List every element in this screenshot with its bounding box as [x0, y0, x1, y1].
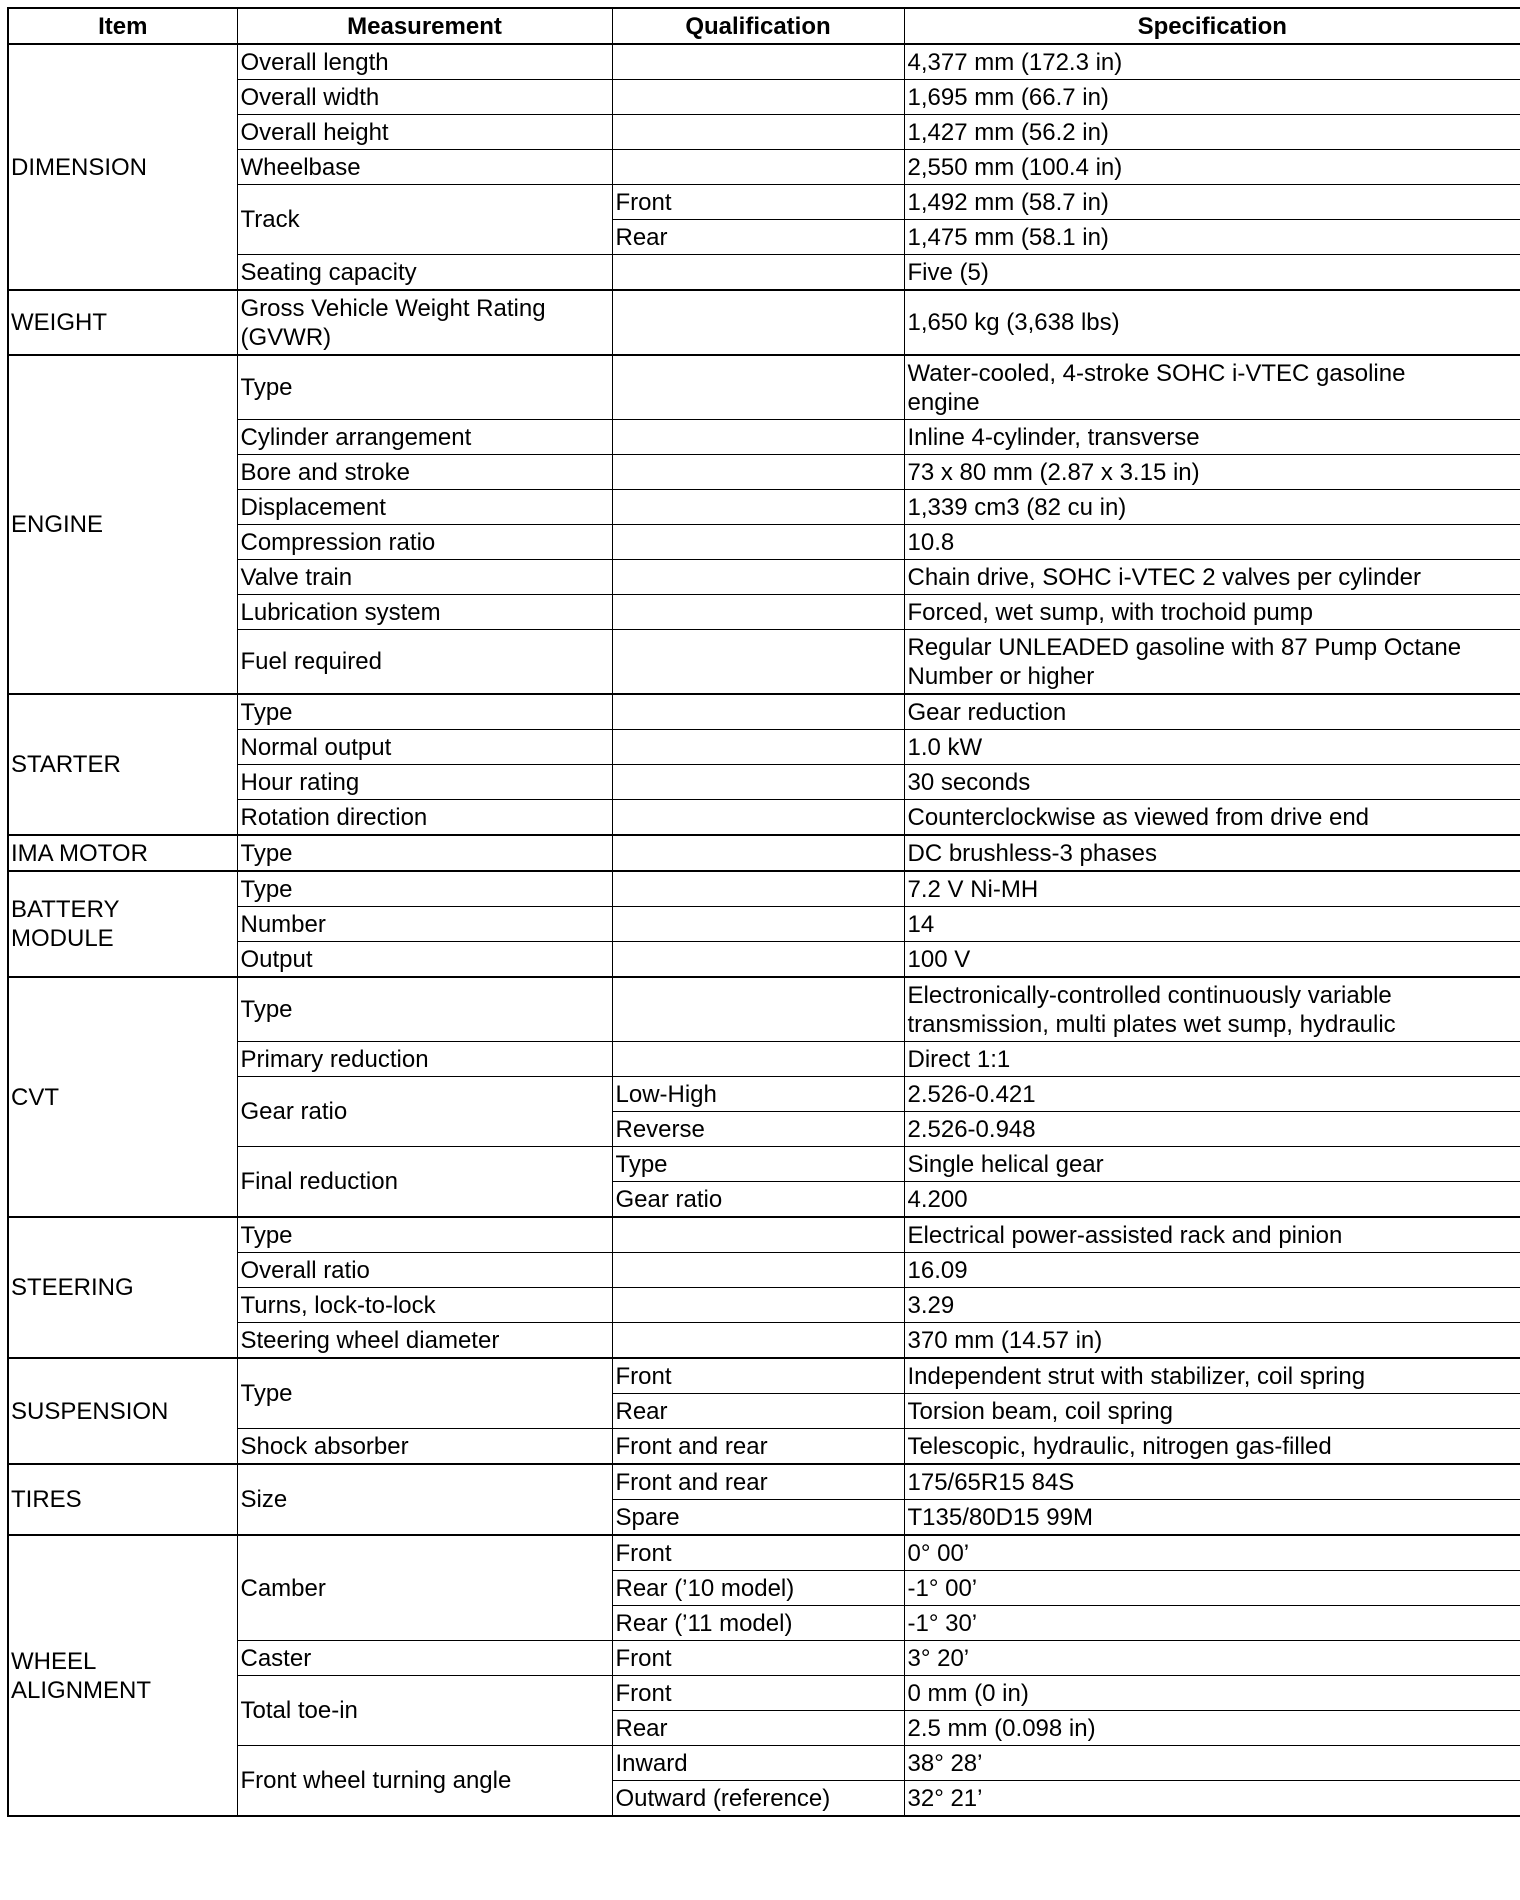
item-cell: BATTERY MODULE: [8, 871, 237, 977]
qualification-cell: [612, 1217, 904, 1253]
table-row: [8, 1217, 1520, 1253]
specification-cell: Water-cooled, 4-stroke SOHC i-VTEC gasoline engine: [904, 355, 1520, 420]
qualification-cell: Inward: [612, 1746, 904, 1781]
item-cell: STEERING: [8, 1217, 237, 1358]
qualification-cell: [612, 560, 904, 595]
qualification-cell: [612, 835, 904, 871]
measurement-cell: Track: [237, 185, 612, 255]
specification-cell: 3.29: [904, 1288, 1520, 1323]
measurement-cell: Overall ratio: [237, 1253, 612, 1288]
qualification-cell: Type: [612, 1147, 904, 1182]
measurement-cell: Primary reduction: [237, 1042, 612, 1077]
measurement-cell: Valve train: [237, 560, 612, 595]
specification-cell: Telescopic, hydraulic, nitrogen gas-filled: [904, 1429, 1520, 1465]
specification-cell: Electronically-controlled continuously variable transmission, multi plates wet sump, hydraulic: [904, 977, 1520, 1042]
specification-cell: Gear reduction: [904, 694, 1520, 730]
specification-cell: 1,492 mm (58.7 in): [904, 185, 1520, 220]
item-cell: STARTER: [8, 694, 237, 835]
qualification-cell: Rear: [612, 220, 904, 255]
qualification-cell: Front: [612, 1535, 904, 1571]
item-cell: TIRES: [8, 1464, 237, 1535]
qualification-cell: [612, 977, 904, 1042]
qualification-cell: [612, 1288, 904, 1323]
table-row: [8, 835, 1520, 871]
table-row: [8, 44, 1520, 80]
measurement-cell: Output: [237, 942, 612, 978]
specification-cell: Single helical gear: [904, 1147, 1520, 1182]
specification-cell: 30 seconds: [904, 765, 1520, 800]
table-row: [8, 977, 1520, 1042]
measurement-cell: Bore and stroke: [237, 455, 612, 490]
specification-cell: 1,339 cm3 (82 cu in): [904, 490, 1520, 525]
qualification-cell: [612, 1253, 904, 1288]
specification-cell: Regular UNLEADED gasoline with 87 Pump Octane Number or higher: [904, 630, 1520, 695]
specification-cell: -1° 30’: [904, 1606, 1520, 1641]
qualification-cell: Front: [612, 1641, 904, 1676]
item-cell: WEIGHT: [8, 290, 237, 355]
measurement-cell: Displacement: [237, 490, 612, 525]
measurement-cell: Shock absorber: [237, 1429, 612, 1465]
qualification-cell: [612, 800, 904, 836]
specification-cell: Electrical power-assisted rack and pinion: [904, 1217, 1520, 1253]
specification-cell: 2,550 mm (100.4 in): [904, 150, 1520, 185]
measurement-cell: Front wheel turning angle: [237, 1746, 612, 1817]
qualification-cell: [612, 80, 904, 115]
qualification-cell: [612, 525, 904, 560]
specification-cell: Independent strut with stabilizer, coil spring: [904, 1358, 1520, 1394]
header-specification: Specification: [904, 8, 1520, 44]
specification-cell: Inline 4-cylinder, transverse: [904, 420, 1520, 455]
measurement-cell: Type: [237, 1217, 612, 1253]
qualification-cell: Spare: [612, 1500, 904, 1536]
specification-cell: 7.2 V Ni-MH: [904, 871, 1520, 907]
measurement-cell: Caster: [237, 1641, 612, 1676]
measurement-cell: Type: [237, 977, 612, 1042]
specification-cell: 1.0 kW: [904, 730, 1520, 765]
item-cell: WHEEL ALIGNMENT: [8, 1535, 237, 1816]
qualification-cell: [612, 1323, 904, 1359]
measurement-cell: Number: [237, 907, 612, 942]
qualification-cell: Gear ratio: [612, 1182, 904, 1218]
qualification-cell: [612, 150, 904, 185]
qualification-cell: [612, 907, 904, 942]
qualification-cell: Front and rear: [612, 1464, 904, 1500]
measurement-cell: Compression ratio: [237, 525, 612, 560]
specification-cell: 370 mm (14.57 in): [904, 1323, 1520, 1359]
specification-cell: Torsion beam, coil spring: [904, 1394, 1520, 1429]
measurement-cell: Hour rating: [237, 765, 612, 800]
qualification-cell: [612, 290, 904, 355]
qualification-cell: [612, 595, 904, 630]
measurement-cell: Type: [237, 871, 612, 907]
qualification-cell: [612, 355, 904, 420]
measurement-cell: Overall width: [237, 80, 612, 115]
specification-cell: 1,427 mm (56.2 in): [904, 115, 1520, 150]
measurement-cell: Cylinder arrangement: [237, 420, 612, 455]
measurement-cell: Rotation direction: [237, 800, 612, 836]
item-cell: SUSPENSION: [8, 1358, 237, 1464]
specification-cell: 2.5 mm (0.098 in): [904, 1711, 1520, 1746]
header-measurement: Measurement: [237, 8, 612, 44]
item-cell: CVT: [8, 977, 237, 1217]
qualification-cell: Front: [612, 1676, 904, 1711]
qualification-cell: [612, 942, 904, 978]
specification-cell: Forced, wet sump, with trochoid pump: [904, 595, 1520, 630]
qualification-cell: [612, 420, 904, 455]
qualification-cell: Front: [612, 185, 904, 220]
specification-cell: 38° 28’: [904, 1746, 1520, 1781]
table-row: [8, 1464, 1520, 1500]
specification-cell: Five (5): [904, 255, 1520, 291]
qualification-cell: [612, 765, 904, 800]
qualification-cell: Rear (’11 model): [612, 1606, 904, 1641]
specification-cell: 10.8: [904, 525, 1520, 560]
specification-cell: 32° 21’: [904, 1781, 1520, 1817]
measurement-cell: Gross Vehicle Weight Rating (GVWR): [237, 290, 612, 355]
measurement-cell: Camber: [237, 1535, 612, 1641]
qualification-cell: [612, 44, 904, 80]
qualification-cell: Low-High: [612, 1077, 904, 1112]
qualification-cell: Reverse: [612, 1112, 904, 1147]
measurement-cell: Seating capacity: [237, 255, 612, 291]
specification-cell: 1,475 mm (58.1 in): [904, 220, 1520, 255]
measurement-cell: Total toe-in: [237, 1676, 612, 1746]
specification-table: [7, 7, 1520, 1817]
specification-cell: 4,377 mm (172.3 in): [904, 44, 1520, 80]
qualification-cell: Rear: [612, 1711, 904, 1746]
table-row: [8, 1358, 1520, 1394]
qualification-cell: [612, 490, 904, 525]
qualification-cell: Rear: [612, 1394, 904, 1429]
item-cell: DIMENSION: [8, 44, 237, 290]
table-row: [8, 1535, 1520, 1571]
measurement-cell: Lubrication system: [237, 595, 612, 630]
qualification-cell: [612, 694, 904, 730]
header-item: Item: [8, 8, 237, 44]
specification-cell: 100 V: [904, 942, 1520, 978]
measurement-cell: Type: [237, 1358, 612, 1429]
measurement-cell: Type: [237, 355, 612, 420]
specification-cell: 2.526-0.948: [904, 1112, 1520, 1147]
qualification-cell: Outward (reference): [612, 1781, 904, 1817]
specification-cell: 14: [904, 907, 1520, 942]
table-row: [8, 871, 1520, 907]
qualification-cell: [612, 630, 904, 695]
measurement-cell: Size: [237, 1464, 612, 1535]
measurement-cell: Overall length: [237, 44, 612, 80]
specification-cell: 0° 00’: [904, 1535, 1520, 1571]
specification-cell: -1° 00’: [904, 1571, 1520, 1606]
item-cell: ENGINE: [8, 355, 237, 694]
specification-cell: T135/80D15 99M: [904, 1500, 1520, 1536]
qualification-cell: Rear (’10 model): [612, 1571, 904, 1606]
specification-cell: 0 mm (0 in): [904, 1676, 1520, 1711]
specification-cell: Chain drive, SOHC i-VTEC 2 valves per cylinder: [904, 560, 1520, 595]
qualification-cell: [612, 455, 904, 490]
table-header: [8, 8, 1520, 44]
measurement-cell: Type: [237, 835, 612, 871]
qualification-cell: Front: [612, 1358, 904, 1394]
specification-cell: 73 x 80 mm (2.87 x 3.15 in): [904, 455, 1520, 490]
measurement-cell: Overall height: [237, 115, 612, 150]
measurement-cell: Wheelbase: [237, 150, 612, 185]
measurement-cell: Normal output: [237, 730, 612, 765]
item-cell: IMA MOTOR: [8, 835, 237, 871]
table-row: [8, 290, 1520, 355]
specification-cell: Counterclockwise as viewed from drive end: [904, 800, 1520, 836]
specification-cell: 1,695 mm (66.7 in): [904, 80, 1520, 115]
qualification-cell: [612, 871, 904, 907]
specification-cell: DC brushless-3 phases: [904, 835, 1520, 871]
measurement-cell: Type: [237, 694, 612, 730]
specification-cell: Direct 1:1: [904, 1042, 1520, 1077]
specification-cell: 16.09: [904, 1253, 1520, 1288]
measurement-cell: Final reduction: [237, 1147, 612, 1218]
qualification-cell: Front and rear: [612, 1429, 904, 1465]
measurement-cell: Gear ratio: [237, 1077, 612, 1147]
specification-cell: 1,650 kg (3,638 lbs): [904, 290, 1520, 355]
qualification-cell: [612, 1042, 904, 1077]
measurement-cell: Steering wheel diameter: [237, 1323, 612, 1359]
specification-cell: 2.526-0.421: [904, 1077, 1520, 1112]
table-body: [8, 44, 1520, 1816]
specification-cell: 3° 20’: [904, 1641, 1520, 1676]
qualification-cell: [612, 730, 904, 765]
table-row: [8, 694, 1520, 730]
header-qualification: Qualification: [612, 8, 904, 44]
header-row: [8, 8, 1520, 44]
table-row: [8, 355, 1520, 420]
specification-cell: 175/65R15 84S: [904, 1464, 1520, 1500]
qualification-cell: [612, 115, 904, 150]
measurement-cell: Turns, lock-to-lock: [237, 1288, 612, 1323]
specification-cell: 4.200: [904, 1182, 1520, 1218]
qualification-cell: [612, 255, 904, 291]
measurement-cell: Fuel required: [237, 630, 612, 695]
